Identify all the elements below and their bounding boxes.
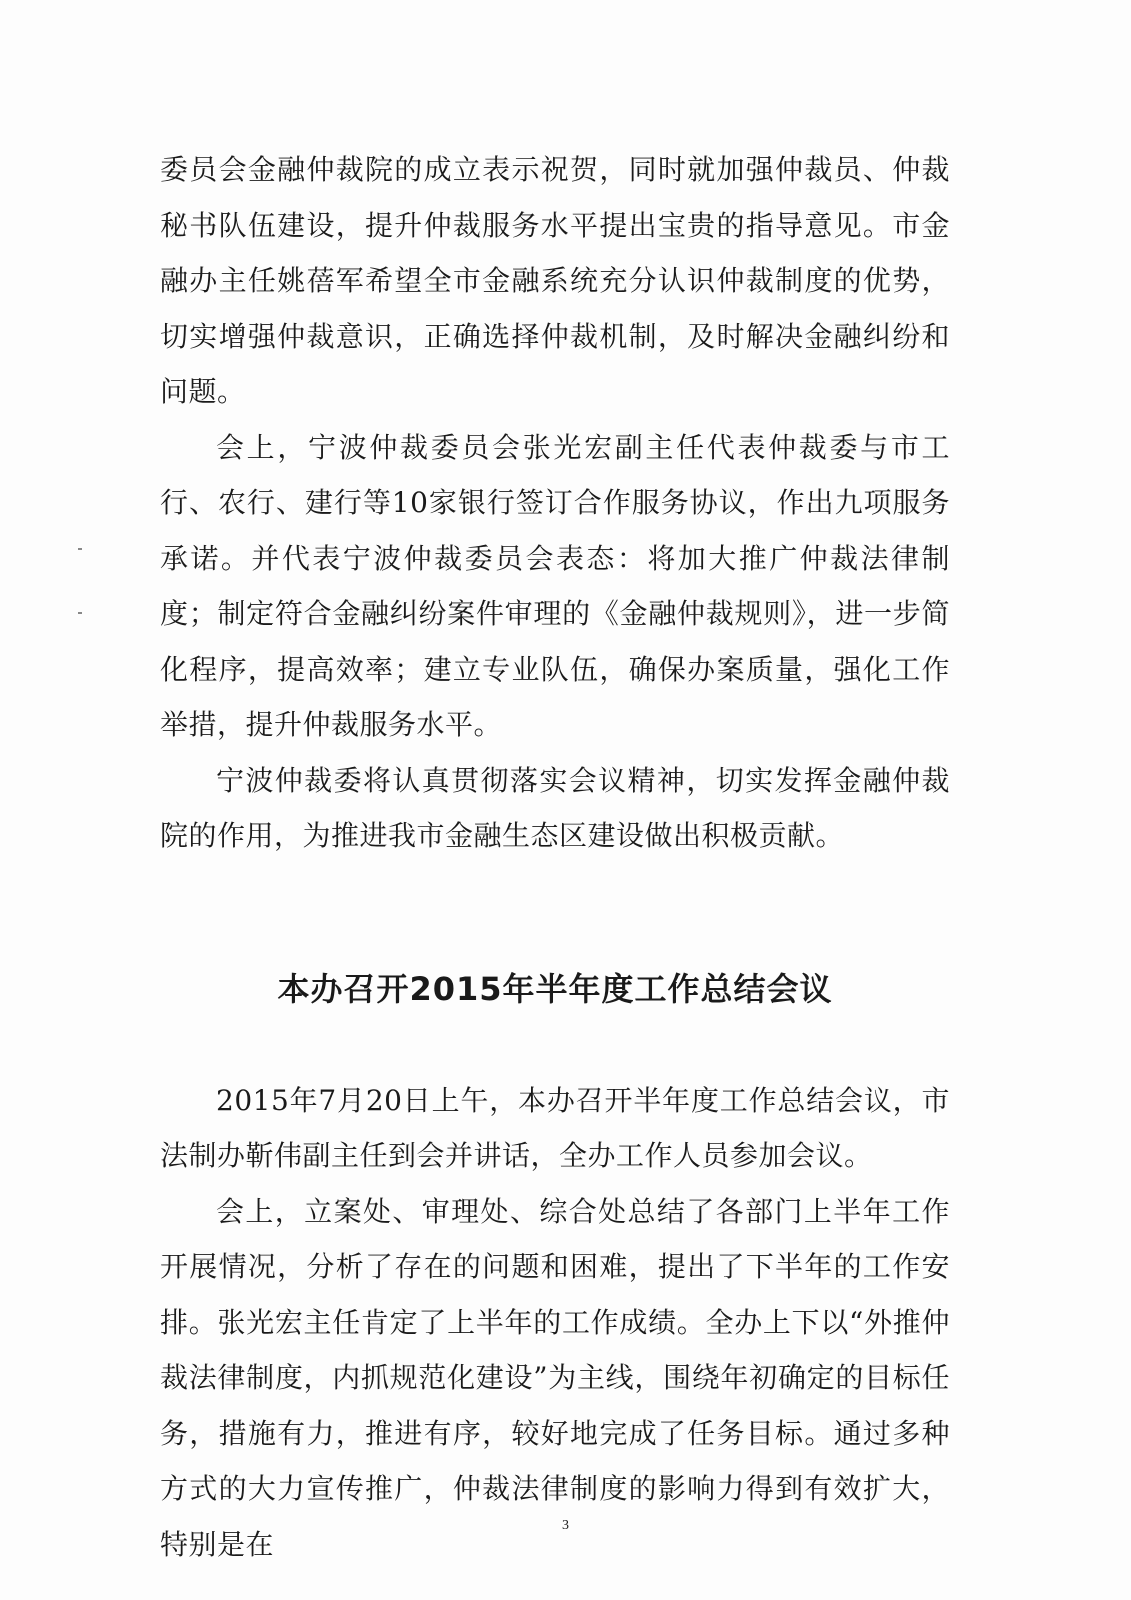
paragraph: 委员会金融仲裁院的成立表示祝贺，同时就加强仲裁员、仲裁秘书队伍建设，提升仲裁服务水平提出宝贵的指导意见。市金融办主任姚蓓军希望全市金融系统充分认识仲裁制度的优势，切实增强仲裁意识，正确选择仲裁机制，及时解决金融纠纷和问题。 (160, 153, 950, 408)
paragraph: 会上，立案处、审理处、综合处总结了各部门上半年工作开展情况，分析了存在的问题和困难，提出了下半年的工作安排。张光宏主任肯定了上半年的工作成绩。全办上下以“外推仲裁法律制度，内抓规范化建设”为主线，围绕年初确定的目标任务，措施有力，推进有序，较好地完成了任务目标。通过多种方式的大力宣传推广，仲裁法律制度的影响力得到有效扩大，特别是在 (160, 1194, 950, 1561)
paragraph: 2015年7月20日上午，本办召开半年度工作总结会议，市法制办靳伟副主任到会并讲话，全办工作人员参加会议。 (160, 1083, 950, 1172)
scan-mark (78, 612, 82, 614)
page-number: 3 (562, 1518, 569, 1533)
article-summary-meeting (160, 1073, 950, 1573)
article-heading-block (160, 967, 950, 1011)
article-continued (160, 142, 950, 864)
paragraph: 会上，宁波仲裁委员会张光宏副主任代表仲裁委与市工行、农行、建行等10家银行签订合作服务协议，作出九项服务承诺。并代表宁波仲裁委员会表态：将加大推广仲裁法律制度；制定符合金融纠纷案件审理的《金融仲裁规则》，进一步简化程序，提高效率；建立专业队伍，确保办案质量，强化工作举措，提升仲裁服务水平。 (160, 430, 950, 741)
page-content (160, 142, 950, 1572)
scan-mark (78, 548, 82, 550)
paragraph: 宁波仲裁委将认真贯彻落实会议精神，切实发挥金融仲裁院的作用，为推进我市金融生态区建设做出积极贡献。 (160, 763, 950, 852)
article-title: 本办召开2015年半年度工作总结会议 (277, 969, 833, 1008)
